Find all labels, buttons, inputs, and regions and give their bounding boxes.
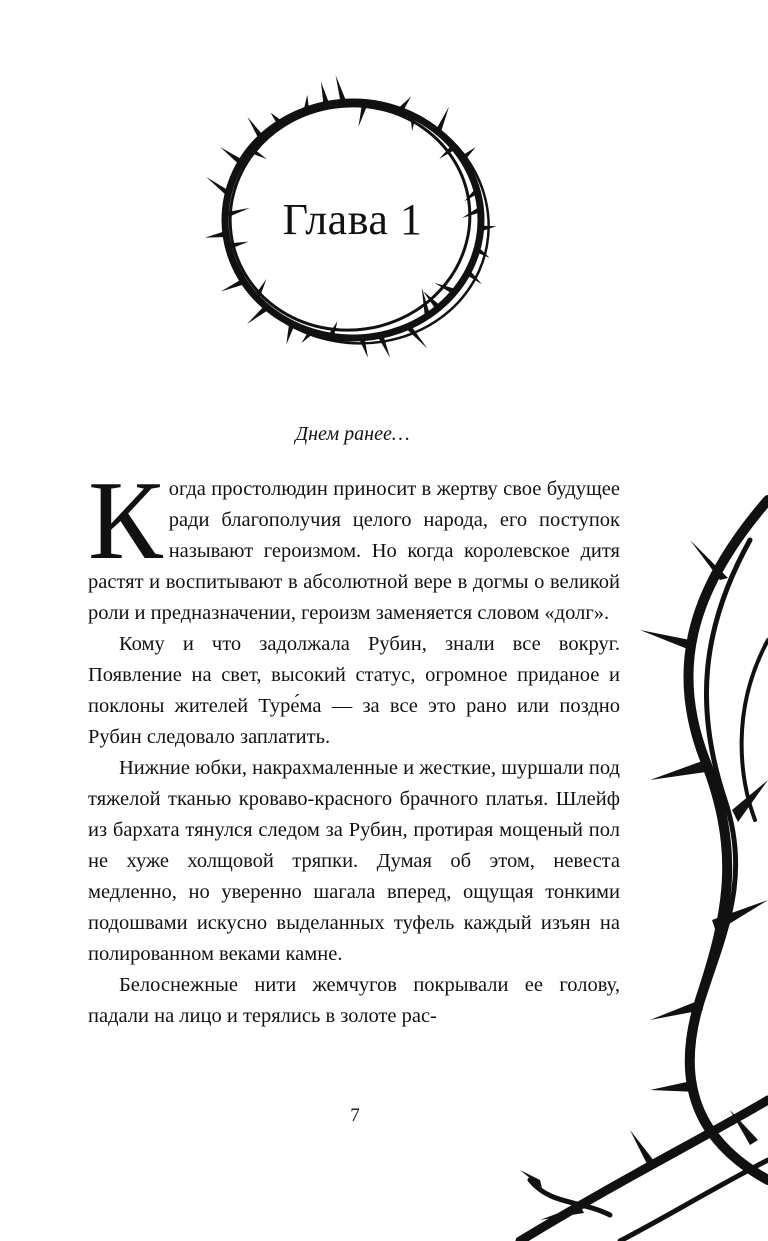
chapter-subtitle: Днем ранее… bbox=[295, 423, 410, 445]
chapter-title: Глава 1 bbox=[282, 195, 423, 244]
thorn bbox=[303, 95, 309, 111]
thorn bbox=[321, 82, 329, 105]
thorn-vine-ornament bbox=[500, 480, 768, 1241]
page-number: 7 bbox=[350, 1105, 360, 1126]
thorn bbox=[286, 322, 294, 344]
paragraph: Белоснежные нити жемчугов покрывали ее голову, падали на лицо и терялись в золоте рас- bbox=[88, 974, 620, 1027]
thorn bbox=[336, 75, 347, 102]
thorn bbox=[377, 335, 390, 358]
thorn bbox=[247, 305, 269, 324]
thorn bbox=[247, 117, 263, 140]
drop-cap: К bbox=[88, 459, 163, 583]
thorn bbox=[221, 279, 245, 292]
paragraph: Нижние юбки, накрахмаленные и жесткие, шуршали под тяжелой тканью кроваво-красного брачного платья. Шлейф из бархата тянулся следом за Рубин, протирая мощеный пол не хуже холщовой тряпки. Думая об этом, невеста медленно, но уверенно шагала вперед, ощущая тонкими подошвами искусно выделанных туфель каждый изъян на полированном веками камне. bbox=[88, 757, 620, 965]
paragraph: Когда простолюдин приносит в жертву свое будущее ради благополучия целого народа, его поступок называют героизмом. Но когда королевское дитя растят и воспитывают в абсолютной вере в догмы о великой роли и предназначении, героизм заменяется словом «долг». bbox=[88, 459, 620, 624]
thorn bbox=[220, 147, 242, 165]
paragraph: Кому и что задолжала Рубин, знали все вокруг. Появление на свет, высокий статус, огромное приданое и поклоны жителей Туре́ма — за все это рано или поздно Рубин следовало заплатить. bbox=[88, 633, 620, 748]
thorn bbox=[436, 107, 449, 134]
